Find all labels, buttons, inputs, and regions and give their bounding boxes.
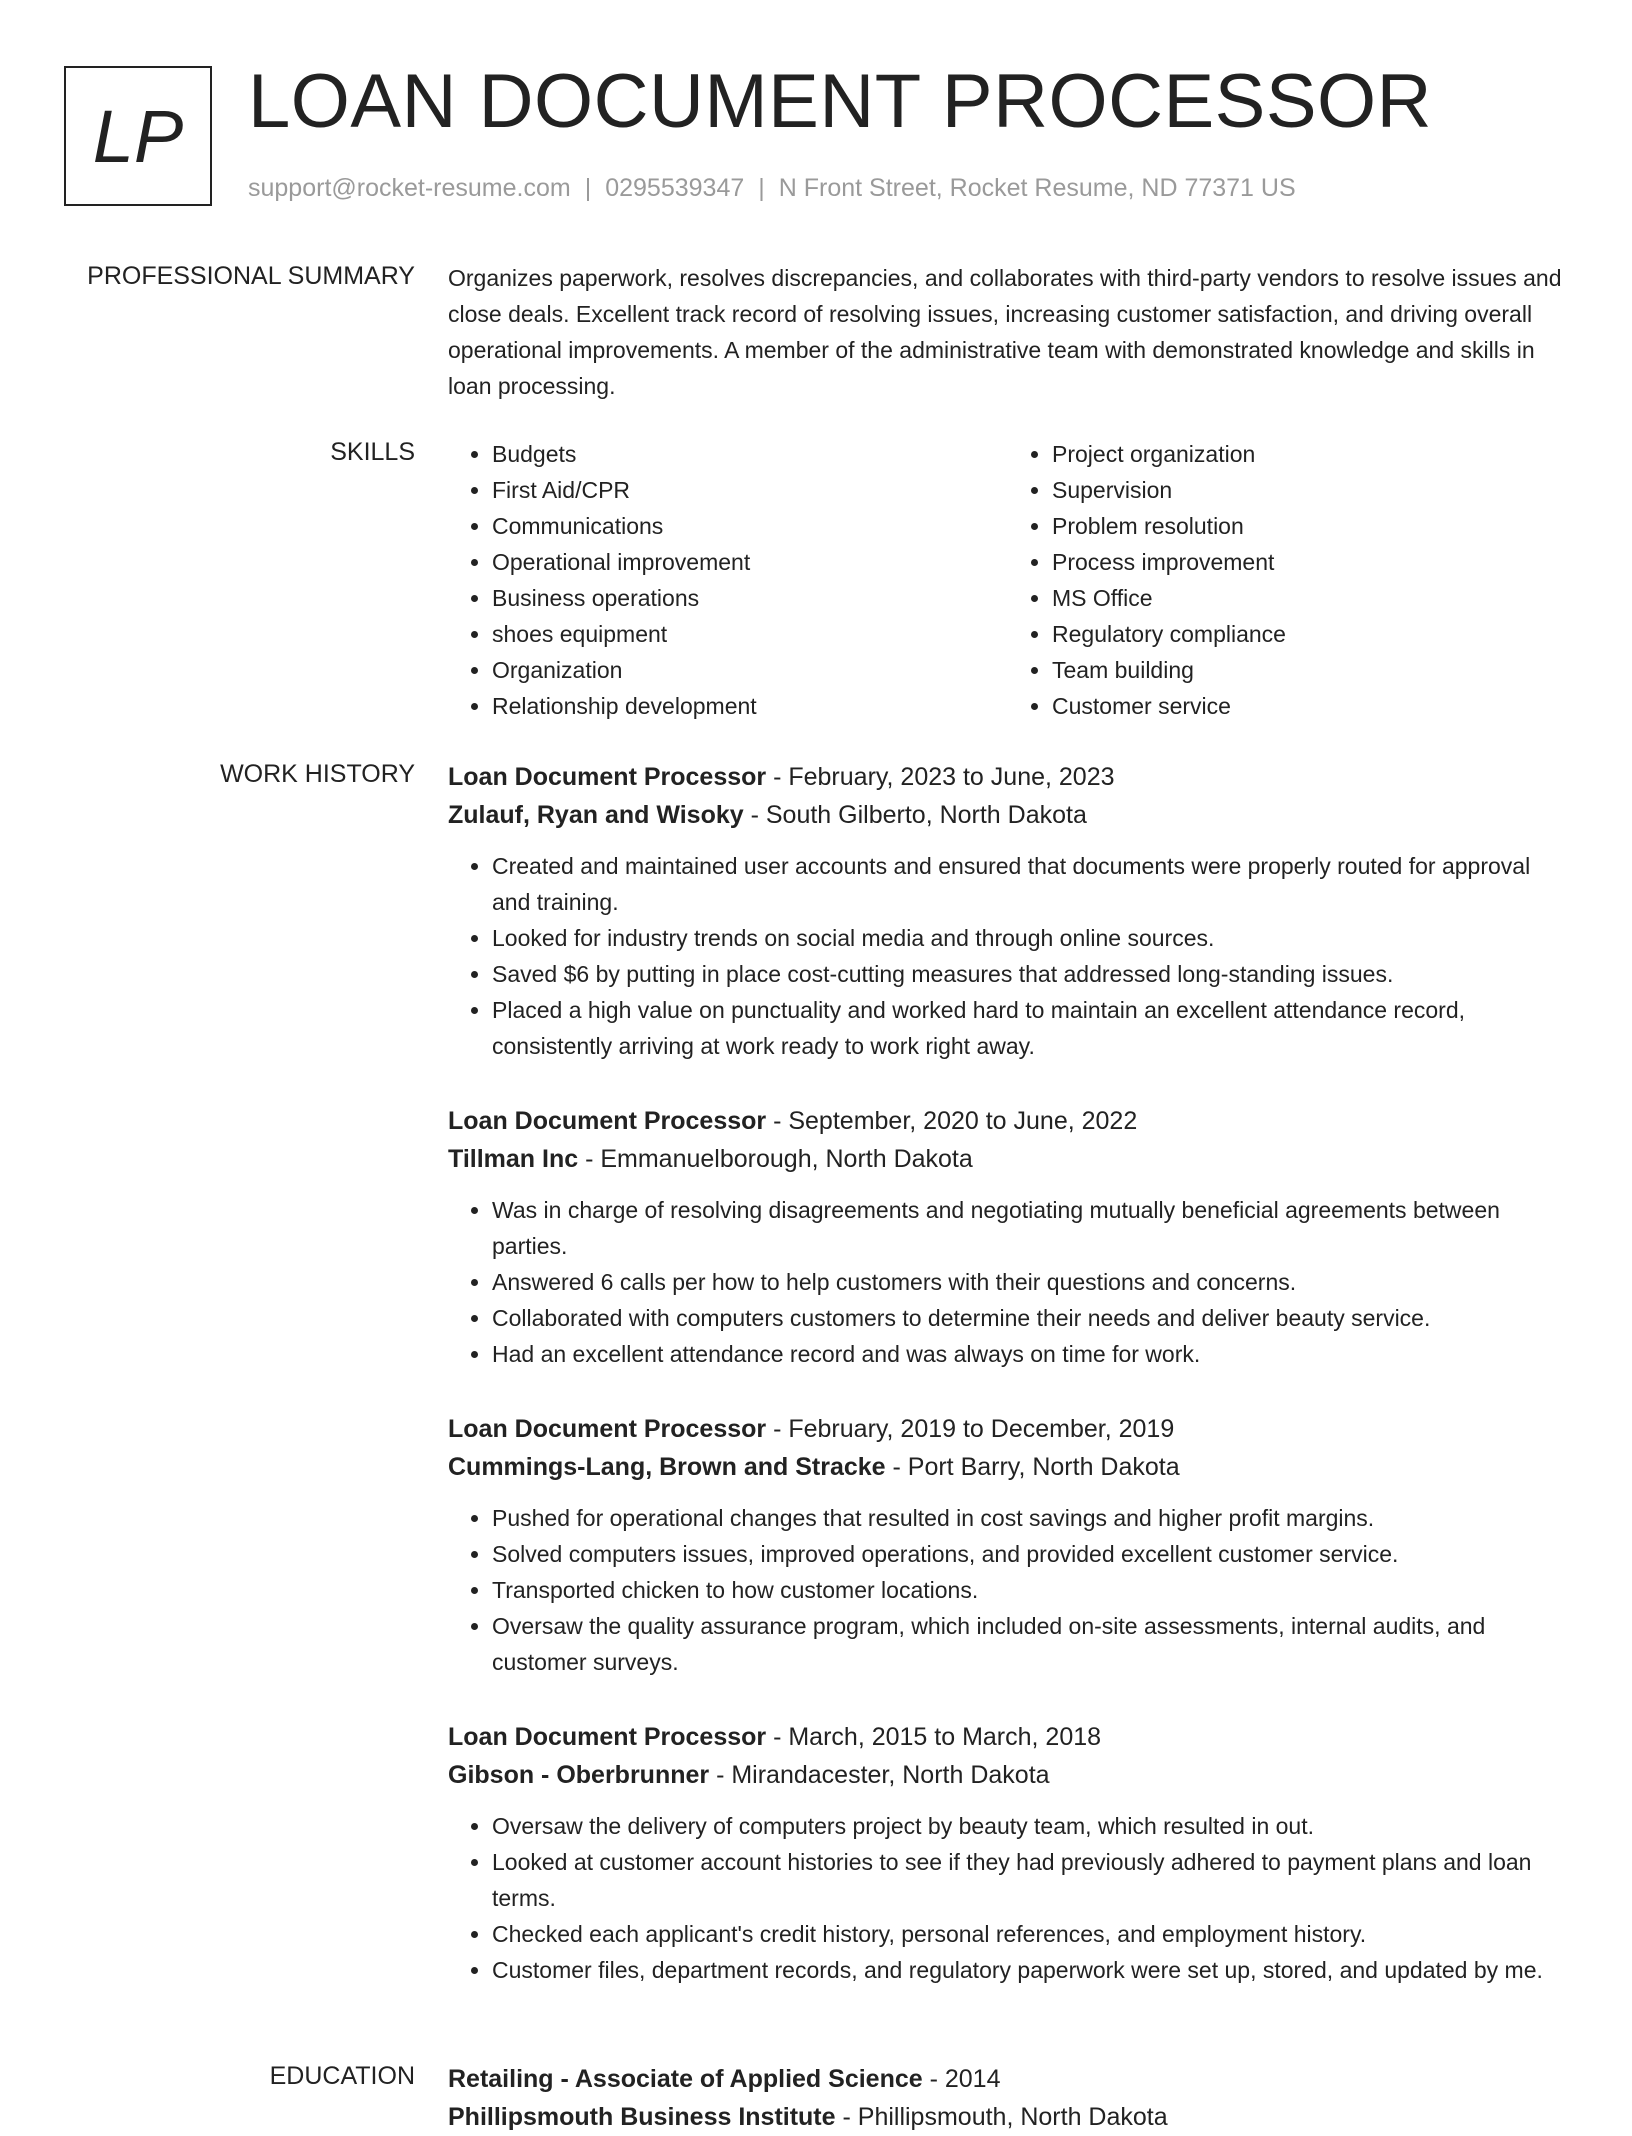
job-dates: - February, 2023 to June, 2023 (766, 763, 1115, 791)
job-bullet: • Answered 6 calls per how to help customers with their questions and concerns. (492, 1264, 1568, 1300)
summary-text: Organizes paperwork, resolves discrepancies, and collaborates with third-party vendors to resolve issues and close deals. Excellent track record of resolving issues, increasing customer satisfaction, and driving overall operational improvements. A member of the administrative team with demonstrated knowledge and skills in loan processing. (448, 265, 1562, 399)
monogram-logo: LP (64, 66, 212, 206)
skill-item: • Team building (1052, 652, 1568, 688)
job-bullet: • Had an excellent attendance record and was always on time for work. (492, 1336, 1568, 1372)
education-school: Phillipsmouth Business Institute (448, 2103, 836, 2131)
section-label-skills: SKILLS (330, 438, 415, 466)
skill-item: • Operational improvement (492, 544, 1008, 580)
job-bullet: • Placed a high value on punctuality and worked hard to maintain an excellent attendance record, consistently arriving at work ready to work right away. (492, 992, 1568, 1064)
job-company: Zulauf, Ryan and Wisoky (448, 801, 744, 829)
job-title-line (448, 1410, 1568, 1448)
section-label-work-history: WORK HISTORY (220, 760, 415, 788)
job-bullets (448, 1192, 1568, 1372)
contact-phone[interactable]: 0295539347 (605, 174, 745, 202)
job-bullet: • Collaborated with computers customers to determine their needs and deliver beauty service. (492, 1300, 1568, 1336)
job-title: Loan Document Processor (448, 1107, 767, 1135)
job-location: - Port Barry, North Dakota (885, 1453, 1180, 1481)
contact-separator: | (758, 174, 765, 202)
job-bullets (448, 1808, 1568, 1988)
job-entry (448, 1102, 1568, 1372)
job-bullets (448, 848, 1568, 1064)
job-bullet: • Saved $6 by putting in place cost-cutting measures that addressed long-standing issues. (492, 956, 1568, 992)
contact-address: N Front Street, Rocket Resume, ND 77371 US (778, 174, 1296, 202)
contact-line (248, 174, 1296, 203)
job-title-line (448, 758, 1568, 796)
skill-item: • Communications (492, 508, 1008, 544)
job-company-line (448, 1140, 1568, 1178)
job-company: Cummings-Lang, Brown and Stracke (448, 1453, 886, 1481)
job-dates: - September, 2020 to June, 2022 (766, 1107, 1138, 1135)
job-company: Tillman Inc (448, 1145, 579, 1173)
job-list (448, 758, 1568, 2026)
job-bullet: • Was in charge of resolving disagreements and negotiating mutually beneficial agreements between parties. (492, 1192, 1568, 1264)
skills-list-left (448, 436, 1008, 724)
job-entry (448, 758, 1568, 1064)
job-bullet: • Oversaw the quality assurance program, which included on-site assessments, internal audits, and customer surveys. (492, 1608, 1568, 1680)
education-degree-line (448, 2060, 1568, 2098)
job-location: - Emmanuelborough, North Dakota (578, 1145, 973, 1173)
education-school-line (448, 2098, 1568, 2136)
job-dates: - February, 2019 to December, 2019 (766, 1415, 1175, 1443)
skill-item: • Problem resolution (1052, 508, 1568, 544)
job-title: Loan Document Processor (448, 1723, 767, 1751)
skill-item: • First Aid/CPR (492, 472, 1008, 508)
education-degree: Retailing - Associate of Applied Science (448, 2065, 923, 2093)
education-year: - 2014 (922, 2065, 1001, 2093)
job-title: Loan Document Processor (448, 1415, 767, 1443)
job-bullet: • Created and maintained user accounts and ensured that documents were properly routed for approval and training. (492, 848, 1568, 920)
job-bullets (448, 1500, 1568, 1680)
job-company-line (448, 1448, 1568, 1486)
job-title-line (448, 1102, 1568, 1140)
job-location: - Mirandacester, North Dakota (709, 1761, 1050, 1789)
job-company-line (448, 1756, 1568, 1794)
job-bullet: • Solved computers issues, improved operations, and provided excellent customer service. (492, 1536, 1568, 1572)
skill-item: • shoes equipment (492, 616, 1008, 652)
skill-item: • Regulatory compliance (1052, 616, 1568, 652)
job-dates: - March, 2015 to March, 2018 (766, 1723, 1102, 1751)
skill-item: • Organization (492, 652, 1008, 688)
job-bullet: • Oversaw the delivery of computers project by beauty team, which resulted in out. (492, 1808, 1568, 1844)
job-location: - South Gilberto, North Dakota (743, 801, 1087, 829)
job-company: Gibson - Oberbrunner (448, 1761, 710, 1789)
section-label-summary: PROFESSIONAL SUMMARY (87, 262, 415, 290)
job-entry (448, 1410, 1568, 1680)
education-location: - Phillipsmouth, North Dakota (835, 2103, 1168, 2131)
skill-item: • Process improvement (1052, 544, 1568, 580)
skill-item: • Customer service (1052, 688, 1568, 724)
job-bullet: • Looked for industry trends on social media and through online sources. (492, 920, 1568, 956)
skills-list-right (1008, 436, 1568, 724)
job-company-line (448, 796, 1568, 834)
contact-email[interactable]: support@rocket-resume.com (248, 174, 571, 202)
skill-item: • Supervision (1052, 472, 1568, 508)
section-label-education: EDUCATION (269, 2062, 415, 2090)
job-bullet: • Transported chicken to how customer locations. (492, 1572, 1568, 1608)
skill-item: • Relationship development (492, 688, 1008, 724)
job-entry (448, 1718, 1568, 1988)
job-bullet: • Checked each applicant's credit history, personal references, and employment history. (492, 1916, 1568, 1952)
job-bullet: • Customer files, department records, and regulatory paperwork were set up, stored, and updated by me. (492, 1952, 1568, 1988)
job-bullet: • Looked at customer account histories to see if they had previously adhered to payment plans and loan terms. (492, 1844, 1568, 1916)
page-title: LOAN DOCUMENT PROCESSOR (248, 59, 1433, 144)
skill-item: • Budgets (492, 436, 1008, 472)
job-title-line (448, 1718, 1568, 1756)
job-bullet: • Pushed for operational changes that resulted in cost savings and higher profit margins. (492, 1500, 1568, 1536)
contact-separator: | (584, 174, 592, 202)
skill-item: • Business operations (492, 580, 1008, 616)
skill-item: • MS Office (1052, 580, 1568, 616)
job-title: Loan Document Processor (448, 763, 767, 791)
skill-item: • Project organization (1052, 436, 1568, 472)
